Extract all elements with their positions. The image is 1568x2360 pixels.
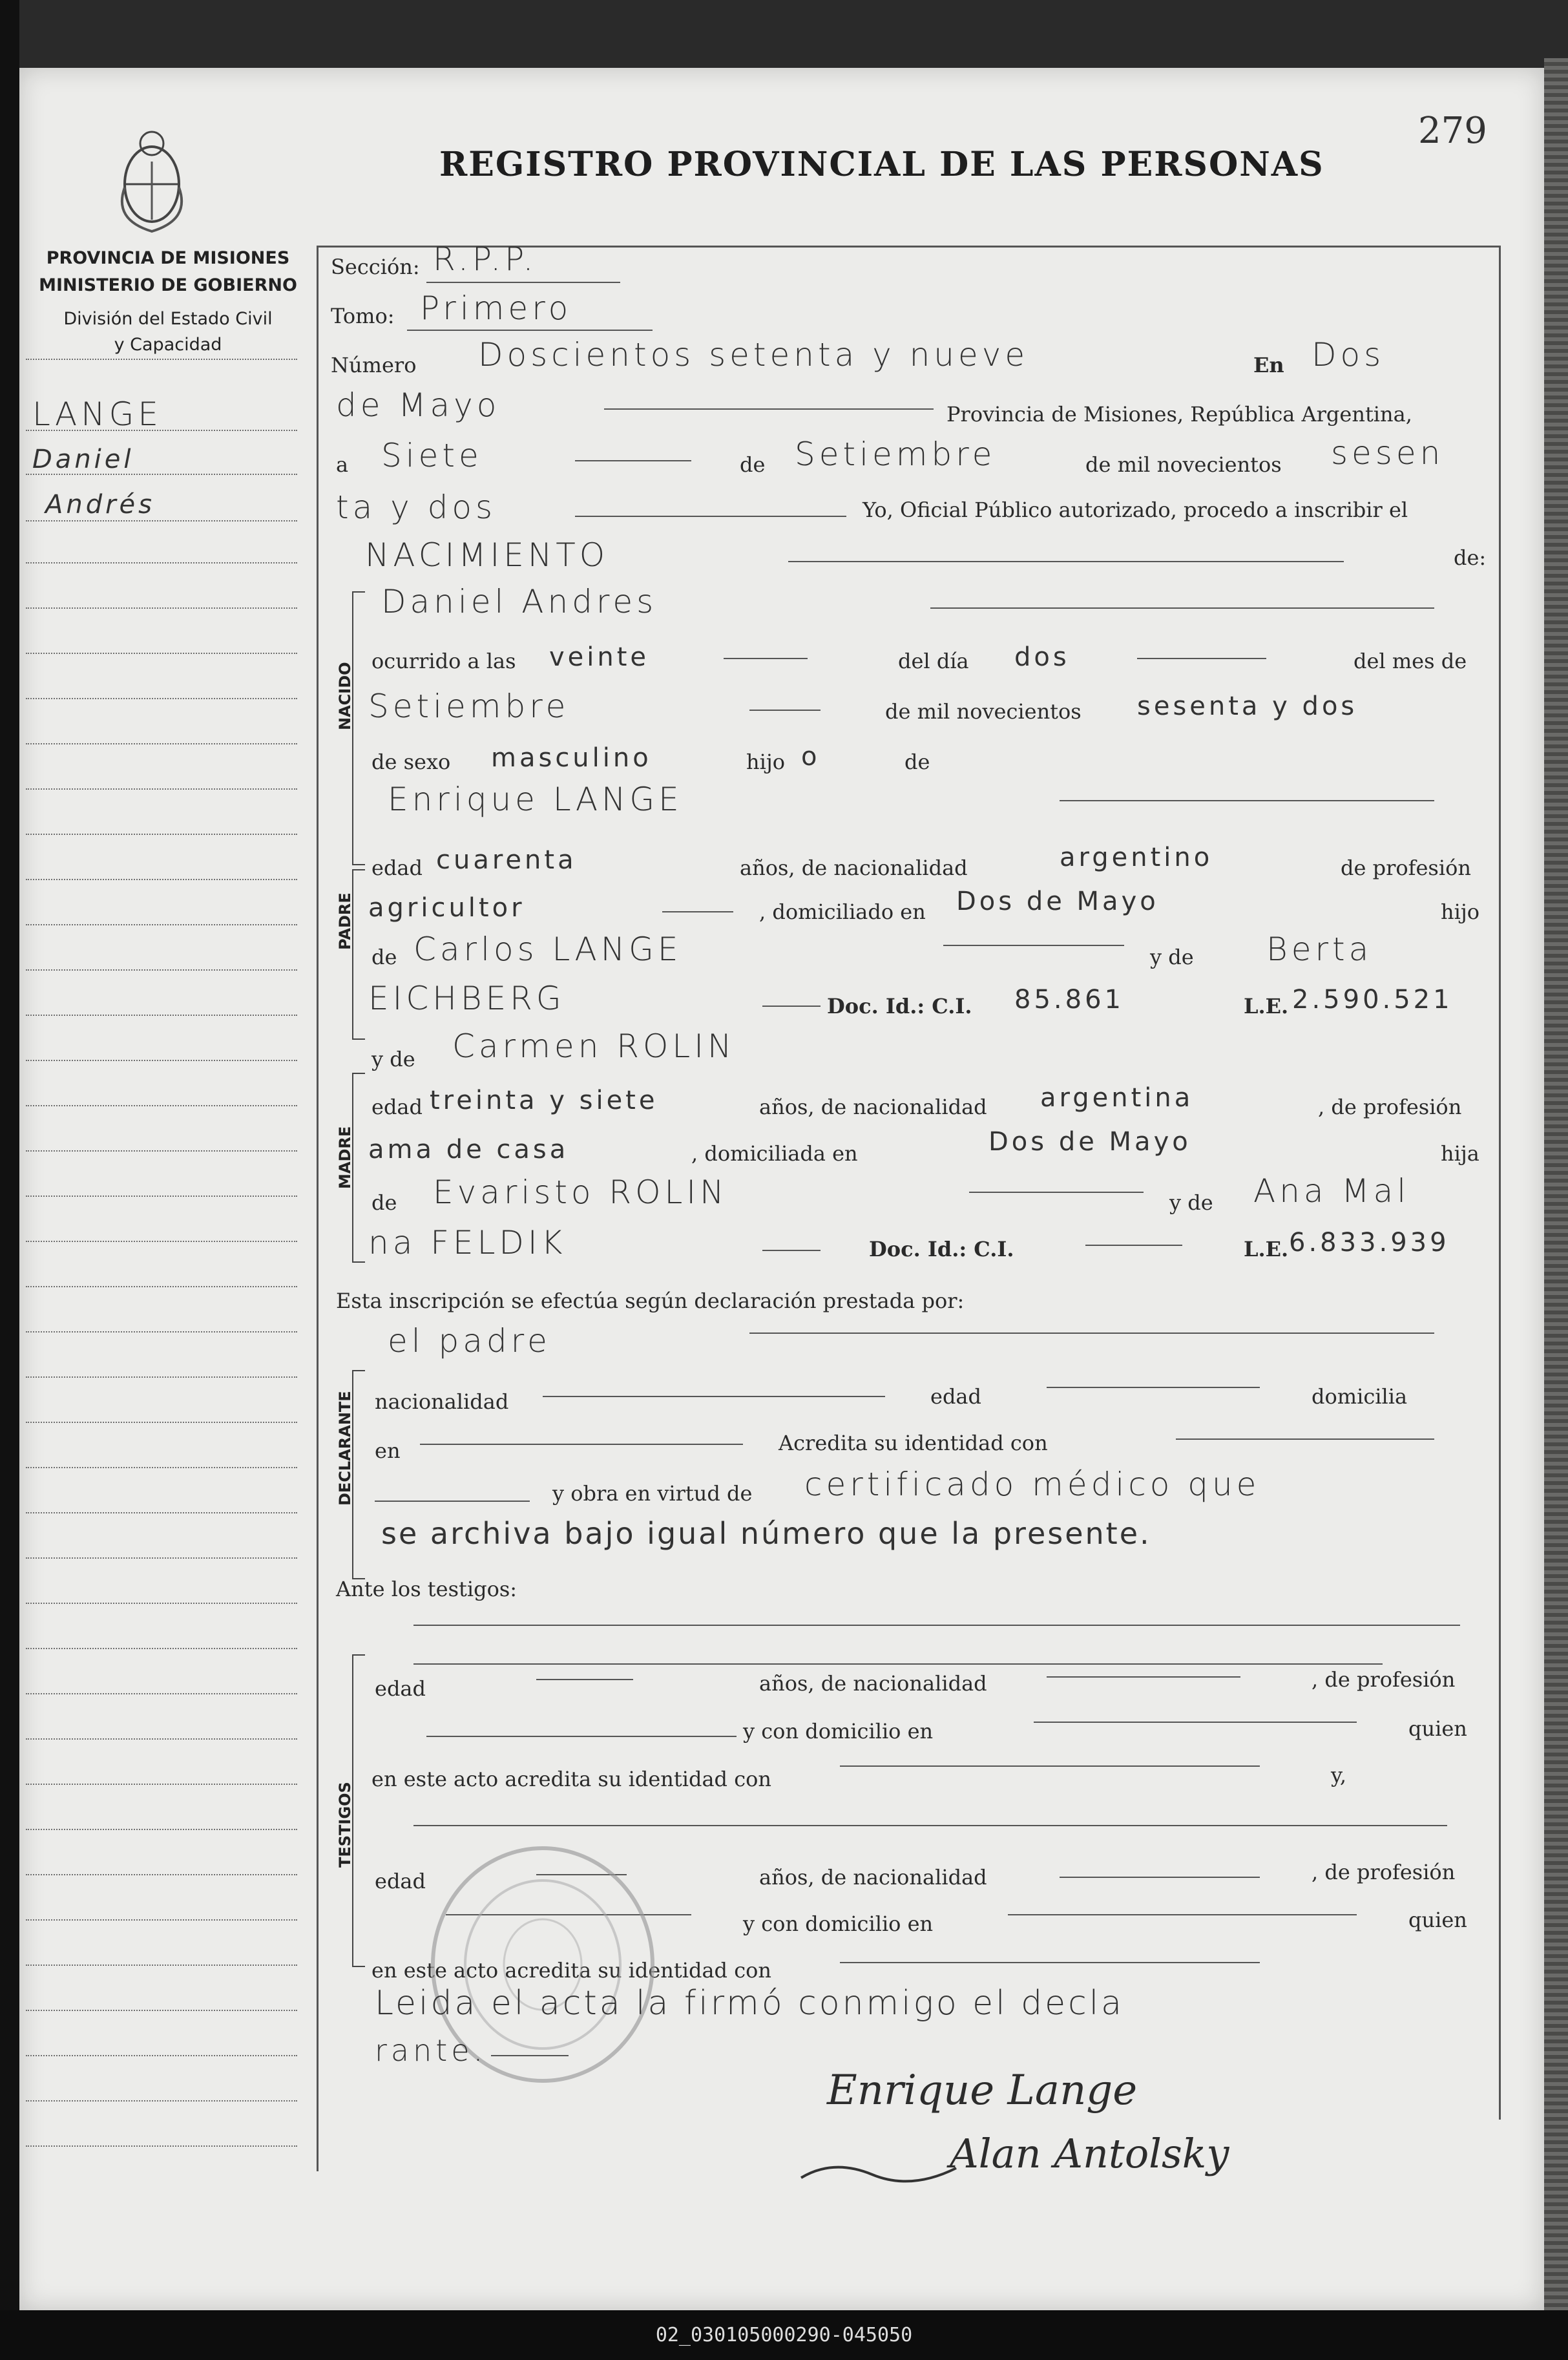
sexo-value: masculino <box>491 743 652 773</box>
de-mil-label: de mil novecientos <box>885 699 1082 724</box>
padre-edad-value: cuarenta <box>436 845 577 875</box>
scan-background-left <box>0 0 19 2360</box>
padre-le-label: L.E. <box>1244 994 1289 1018</box>
abuelo-p-underline <box>943 945 1124 946</box>
declarante-edad-underline <box>1047 1387 1260 1388</box>
anio-nac-value: sesenta y dos <box>1137 691 1358 721</box>
declarante-en-label: en <box>375 1438 401 1463</box>
nacido-label: NACIDO <box>336 662 354 730</box>
padre-dom-label: , domiciliado en <box>759 900 926 924</box>
testigos-underline-2 <box>413 1663 1383 1665</box>
declarante-value: el padre <box>388 1322 551 1360</box>
abuelo-m-underline <box>969 1192 1144 1193</box>
coat-of-arms-icon <box>107 123 197 239</box>
en-value-1: Dos <box>1312 336 1385 374</box>
madre-y-de-label: y de <box>371 1047 415 1071</box>
abuela-m-underline <box>762 1250 821 1251</box>
hijo-suffix: o <box>801 742 821 772</box>
scan-background-top <box>0 0 1568 68</box>
seccion-value: R.P.P. <box>433 240 538 278</box>
declaracion-label: Esta inscripción se efectúa según declaración prestada por: <box>336 1289 965 1313</box>
dia-underline <box>575 460 691 461</box>
t1-acto-underline <box>840 1765 1260 1767</box>
margin-surname: LANGE <box>32 395 162 433</box>
madre-edad-value: treinta y siete <box>430 1086 658 1115</box>
padre-le-value: 2.590.521 <box>1292 985 1453 1015</box>
testigos-side-label: TESTIGOS <box>336 1782 354 1868</box>
obra-label: y obra en virtud de <box>552 1481 753 1506</box>
nacido-bracket <box>352 591 365 865</box>
de-colon-label: de: <box>1454 545 1487 570</box>
madre-le-value: 6.833.939 <box>1289 1228 1450 1258</box>
document-title: REGISTRO PROVINCIAL DE LAS PERSONAS <box>439 145 1324 184</box>
t2-nac-underline <box>1060 1877 1260 1878</box>
declarante-bracket <box>352 1370 365 1579</box>
t2-edad-label: edad <box>375 1869 426 1893</box>
domicilia-label: domicilia <box>1312 1384 1408 1409</box>
t1-edad-underline <box>536 1679 633 1680</box>
madre-dom-value: Dos de Mayo <box>988 1127 1191 1157</box>
ocurrido-label: ocurrido a las <box>371 649 516 673</box>
t2-acto-label: en este acto acredita su identidad con <box>371 1958 771 1983</box>
tomo-label: Tomo: <box>331 304 395 328</box>
de-label: de <box>740 452 766 477</box>
t1-prof-label: , de profesión <box>1312 1667 1456 1692</box>
division-header: División del Estado Civil <box>63 309 273 329</box>
madre-le-label: L.E. <box>1244 1237 1289 1261</box>
division-header-2: y Capacidad <box>114 335 222 355</box>
province-header: PROVINCIA DE MISIONES <box>46 248 290 268</box>
t1-dom-underline <box>1034 1722 1357 1723</box>
acto-value: NACIMIENTO <box>365 536 609 574</box>
padre-hijo-label: hijo <box>1441 900 1480 924</box>
abuela-p-value-1: Berta <box>1266 931 1373 968</box>
padre-anos-label: años, de nacionalidad <box>740 856 968 880</box>
obra-value-2: se archiva bajo igual número que la presente. <box>381 1516 1151 1551</box>
madre-ci-underline <box>1085 1245 1182 1246</box>
padre-dom-value: Dos de Mayo <box>956 887 1159 916</box>
nacionalidad-label: nacionalidad <box>375 1389 509 1414</box>
madre-prof-label: , de profesión <box>1318 1095 1462 1119</box>
t2-acto-underline <box>840 1962 1260 1963</box>
nacionalidad-underline <box>543 1396 885 1397</box>
nombre-underline <box>930 607 1434 609</box>
acredita-label: Acredita su identidad con <box>779 1431 1048 1455</box>
acredita-underline <box>1176 1438 1434 1440</box>
margin-name-1: Daniel <box>32 445 134 474</box>
anio-underline <box>575 516 846 517</box>
t2-prof-label: , de profesión <box>1312 1860 1456 1884</box>
madre-anos-label: años, de nacionalidad <box>759 1095 987 1119</box>
t2-anos-label: años, de nacionalidad <box>759 1865 987 1890</box>
declarante-en-underline <box>420 1444 743 1445</box>
closing-note-line-2: rante. <box>375 2033 487 2068</box>
seccion-label: Sección: <box>331 255 420 279</box>
madre-edad-label: edad <box>371 1095 423 1119</box>
padre-doc-label: Doc. Id.: C.I. <box>827 994 972 1018</box>
declarante-side-label: DECLARANTE <box>336 1391 354 1506</box>
abuelo-p-de-label: de <box>371 945 397 969</box>
testigos-bracket <box>352 1654 365 1967</box>
t1-edad-label: edad <box>375 1676 426 1701</box>
padre-prof-underline <box>662 911 733 912</box>
margin-column-divider <box>317 246 319 2171</box>
dia-value: Siete <box>381 437 483 474</box>
seccion-underline <box>426 282 620 283</box>
t1-y-label: y, <box>1331 1763 1346 1787</box>
del-dia-label: del día <box>898 649 969 673</box>
hora-value: veinte <box>549 642 650 672</box>
declarante-edad-label: edad <box>930 1384 981 1409</box>
anio-value-1: sesen <box>1331 434 1445 472</box>
del-mes-label: del mes de <box>1354 649 1467 673</box>
t1-anos-label: años, de nacionalidad <box>759 1671 987 1696</box>
abuelo-m-value: Evaristo ROLIN <box>433 1174 728 1211</box>
t2-quien-label: quien <box>1408 1908 1467 1932</box>
mil-nov-label: de mil novecientos <box>1085 452 1282 477</box>
testigos-underline-1 <box>413 1625 1460 1626</box>
closing-note-line-1: Leida el acta la firmó conmigo el decla <box>375 1984 1125 2023</box>
sexo-label: de sexo <box>371 750 451 774</box>
page-number: 279 <box>1418 110 1487 152</box>
tomo-underline <box>407 330 653 331</box>
madre-nac-value: argentina <box>1040 1083 1194 1113</box>
t1-quien-label: quien <box>1408 1716 1467 1741</box>
t2-dom-underline <box>1008 1914 1357 1915</box>
t1-prof-underline <box>426 1736 737 1737</box>
form-border-right <box>1499 246 1501 2120</box>
margin-name-2: Andrés <box>45 490 155 520</box>
dia-nac-value: dos <box>1014 642 1070 672</box>
t1-extra-underline <box>413 1825 1447 1826</box>
padre-edad-label: edad <box>371 856 423 880</box>
a-label: a <box>336 452 349 477</box>
ministry-header: MINISTERIO DE GOBIERNO <box>39 275 297 295</box>
en-value-2: de Mayo <box>336 386 501 424</box>
abuela-p-value-2: EICHBERG <box>368 980 565 1017</box>
dia-nac-underline <box>1137 658 1266 659</box>
padre-label: PADRE <box>336 892 354 950</box>
nombre-value: Daniel Andres <box>381 583 658 620</box>
abuela-m-value-2: na FELDIK <box>368 1224 567 1261</box>
abuelo-m-de-label: de <box>371 1190 397 1215</box>
provincia-label: Provincia de Misiones, República Argentina, <box>946 402 1412 427</box>
padre-ci-value: 85.861 <box>1014 985 1124 1015</box>
mes-nac-value: Setiembre <box>368 688 570 725</box>
en-label: En <box>1253 353 1284 377</box>
t2-dom-label: y con domicilio en <box>743 1912 934 1936</box>
numero-value: Doscientos setenta y nueve <box>478 336 1029 374</box>
mes-value: Setiembre <box>795 436 996 473</box>
hora-underline <box>724 658 808 659</box>
obra-underline-left <box>375 1501 530 1502</box>
padre-bracket <box>352 869 365 1040</box>
anio-value-2: ta y dos <box>336 489 496 526</box>
mes-nac-underline <box>749 710 821 711</box>
image-identifier: 02_030105000290-045050 <box>655 2324 913 2346</box>
declarante-underline <box>749 1333 1434 1334</box>
abuela-p-y-de-label: y de <box>1150 945 1194 969</box>
closing-note-underline <box>491 2055 569 2056</box>
t1-dom-label: y con domicilio en <box>743 1719 934 1744</box>
madre-prof-value: ama de casa <box>368 1135 569 1164</box>
madre-doc-label: Doc. Id.: C.I. <box>869 1237 1014 1261</box>
acto-underline <box>788 561 1344 562</box>
madre-label: MADRE <box>336 1126 354 1189</box>
madre-bracket <box>352 1073 365 1263</box>
tomo-value: Primero <box>420 290 572 327</box>
padre-value: Enrique LANGE <box>388 781 683 818</box>
padre-prof-value: agricultor <box>368 893 525 923</box>
madre-dom-label: , domiciliada en <box>691 1141 858 1166</box>
padre-underline <box>1060 800 1434 801</box>
signature-enrique-lange: Enrique Lange <box>827 2067 1138 2114</box>
t1-nac-underline <box>1047 1676 1240 1678</box>
hijo-de-label: de <box>904 750 930 774</box>
book-binding <box>1544 58 1568 2313</box>
numero-label: Número <box>331 353 417 377</box>
hijo-label: hijo <box>746 750 786 774</box>
abuela-m-value-1: Ana Mal <box>1253 1172 1410 1210</box>
abuelo-p-value: Carlos LANGE <box>413 931 682 968</box>
padre-nac-value: argentino <box>1060 843 1213 872</box>
en-underline <box>604 408 934 410</box>
padre-prof-label: de profesión <box>1341 856 1471 880</box>
t1-acto-label: en este acto acredita su identidad con <box>371 1767 771 1791</box>
ante-testigos-label: Ante los testigos: <box>336 1577 517 1601</box>
obra-value-1: certificado médico que <box>804 1466 1260 1503</box>
abuela-p-underline <box>762 1006 821 1007</box>
signature-flourish-icon <box>795 2152 963 2197</box>
madre-hija-label: hija <box>1441 1141 1479 1166</box>
madre-value: Carmen ROLIN <box>452 1027 736 1065</box>
yo-label: Yo, Oficial Público autorizado, procedo a inscribir el <box>862 498 1408 522</box>
signature-officer: Alan Antolsky <box>950 2130 1229 2177</box>
abuela-m-y-de-label: y de <box>1169 1190 1213 1215</box>
